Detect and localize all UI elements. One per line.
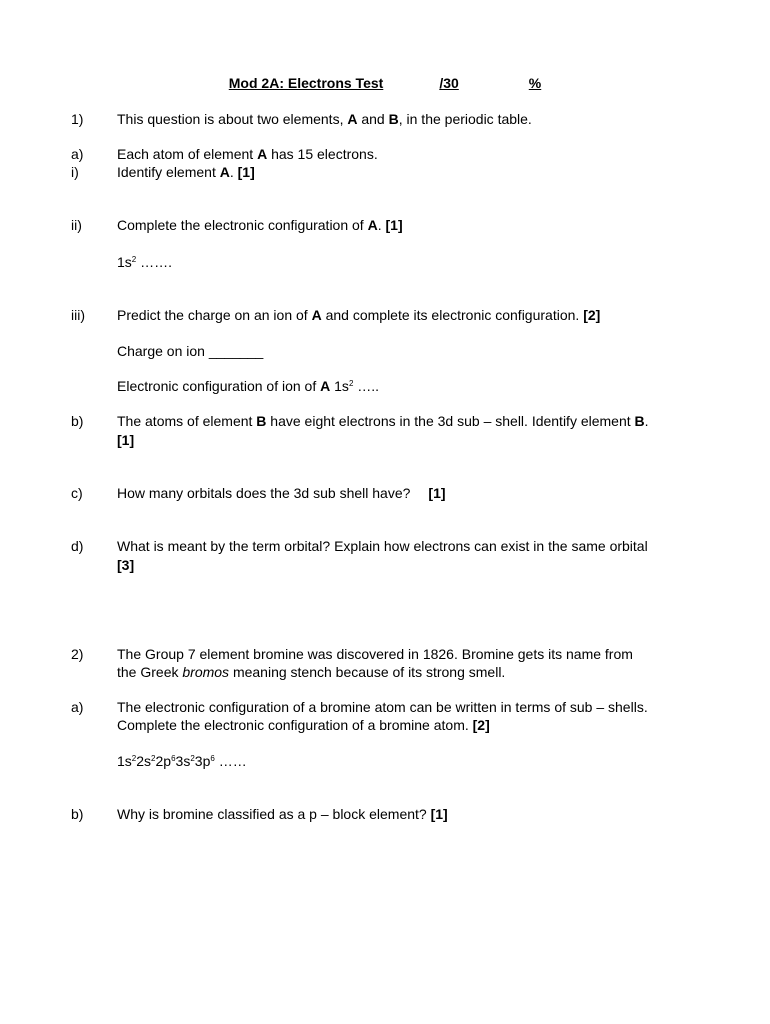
q1b-element-b: B [256,413,267,429]
q1b-text-end: . [644,413,649,429]
q1-intro-a: A [347,111,358,127]
q1aiii-element-a: A [311,307,322,323]
q2-intro-line2-pre: the Greek [117,664,183,680]
q1aiii-text-pre: Predict the charge on an ion of [117,307,312,323]
q1aii-config-base: 1s [117,254,132,270]
q1aiii-config-pre: Electronic configuration of ion of [117,378,321,394]
q1d-marks [117,556,134,574]
q2a-label: a) [71,699,84,715]
q1aii-config-tail: ……. [136,254,173,270]
q1d-text: What is meant by the term orbital? Explain how electrons can exist in the same orbital [117,538,648,554]
q2-intro-line1: The Group 7 element bromine was discovered in 1826. Bromine gets its name from [117,646,633,662]
q2a-line1: The electronic configuration of a bromine atom can be written in terms of sub – shells. [117,699,648,715]
q1b-element-b2: B [634,413,645,429]
q1ai-marks: [1] [237,164,255,180]
q2a-line2-text: Complete the electronic configuration of a bromine atom. [117,717,469,733]
q1d-marks-text: [3] [117,557,135,573]
q1-intro-b: B [388,111,399,127]
q1aiii-element-a2: A [320,378,331,394]
q1-intro-and: and [357,111,389,127]
q1a-text-pre: Each atom of element [117,146,258,162]
q2a-config-terms [117,753,215,769]
q1ai-label: i) [71,164,79,180]
q1b-marks [117,431,134,449]
q2b-label: b) [71,806,84,822]
q1aii-text-post: . [377,217,382,233]
q1-intro [117,110,532,128]
q1aiii-text [117,306,600,324]
config-term-sup: 2 [190,754,195,763]
q1-number: 1) [71,111,84,127]
q1aiii-charge-line: Charge on ion _______ [117,343,264,359]
q2b-text-body: Why is bromine classified as a p – block element? [117,806,427,822]
q1c-text-body: How many orbitals does the 3d sub shell have? [117,485,411,501]
q2a-marks: [2] [472,717,490,733]
q2a-line2 [117,716,490,734]
q1aiii-text-post: and complete its electronic configuration. [321,307,580,323]
q1aiii-config [117,377,379,395]
q1c-text [117,484,446,502]
config-term-base: 1s [117,753,132,769]
config-term-base: 2p [155,753,172,769]
config-term-sup: 6 [210,754,215,763]
q2a-config-tail: …… [214,753,247,769]
q2b-text [117,805,448,823]
q1ai-text-post: . [229,164,234,180]
q1aiii-marks: [2] [583,307,601,323]
q1ai-text [117,163,255,181]
q2-intro-italic: bromos [182,664,230,680]
q2b-marks: [1] [430,806,448,822]
q1aii-marks: [1] [385,217,403,233]
title-score: /30 [439,75,459,91]
q1aii-text-pre: Complete the electronic configuration of [117,217,368,233]
config-term-sup: 6 [171,754,176,763]
q1aii-config [117,253,172,271]
q1aii-element-a: A [367,217,378,233]
q1b-text-post: have eight electrons in the 3d sub – shell. Identify element [266,413,635,429]
q1ai-text-pre: Identify element [117,164,220,180]
title-percent: % [528,75,542,91]
q1d-label: d) [71,538,84,554]
q2a-config [117,752,247,770]
config-term-sup: 2 [151,754,156,763]
q1b-label: b) [71,413,84,429]
q1c-label: c) [71,485,83,501]
config-term-base: 3s [175,753,191,769]
config-term-base: 3p [194,753,211,769]
q1b-text-pre: The atoms of element [117,413,257,429]
q1aiii-config-base: 1s [330,378,349,394]
q1aiii-config-sup: 2 [348,379,354,388]
q1a-text-post: has 15 electrons. [267,146,378,162]
q1a-label: a) [71,146,84,162]
q1ai-element-a: A [219,164,230,180]
q2-number: 2) [71,646,84,662]
q1a-element-a: A [257,146,268,162]
config-term-base: 2s [136,753,152,769]
q1c-marks: [1] [428,485,446,501]
title-main: Mod 2A: Electrons Test [228,75,384,91]
q1aii-config-sup: 2 [131,255,137,264]
page-title [0,74,770,92]
q1aii-label: ii) [71,217,82,233]
q1a-text [117,145,378,163]
q1b-text [117,412,649,430]
q1b-marks-text: [1] [117,432,135,448]
q2-intro-line2-post: meaning stench because of its strong smell. [229,664,506,680]
config-term-sup: 2 [131,754,137,763]
q2-intro-line2 [117,663,505,681]
q1aiii-config-tail: ….. [353,378,380,394]
q1-intro-post: , in the periodic table. [398,111,532,127]
q1aii-text [117,216,403,234]
q1-intro-pre: This question is about two elements, [117,111,348,127]
q1aiii-label: iii) [71,307,85,323]
